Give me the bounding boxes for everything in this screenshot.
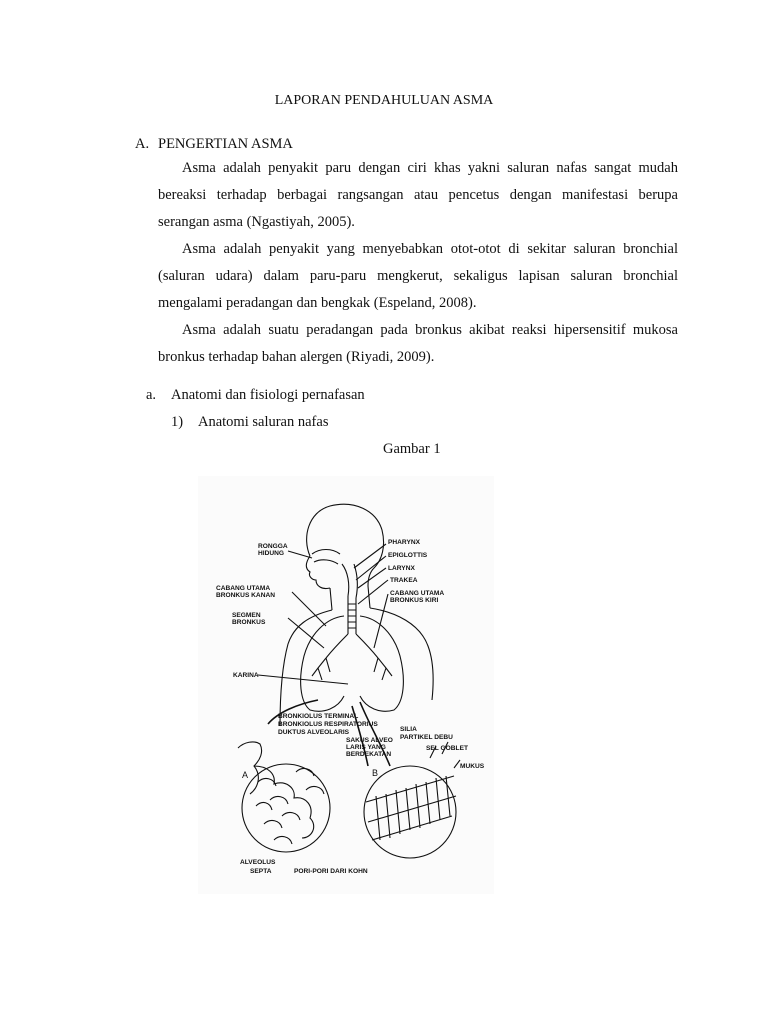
label-cabang-kanan-2: BRONKUS KANAN <box>216 592 275 599</box>
label-partikel-debu: PARTIKEL DEBU <box>400 734 453 741</box>
label-cabang-kiri-1: CABANG UTAMA <box>390 590 445 597</box>
label-karina: KARINA <box>233 672 259 679</box>
label-bronkiolus-terminal: BRONKIOLUS TERMINAL <box>278 713 359 720</box>
label-mukus: MUKUS <box>460 763 485 770</box>
label-septa: SEPTA <box>250 868 272 875</box>
label-segmen-2: BRONKUS <box>232 619 266 626</box>
paragraph-definition-3: Asma adalah suatu peradangan pada bronkus akibat reaksi hipersensitif mukosa bronkus terhadap bahan alergen (Riyadi, 2009). <box>158 322 678 365</box>
label-silia: SILIA <box>400 726 417 733</box>
section-heading: PENGERTIAN ASMA <box>158 136 293 152</box>
section-letter: A. <box>135 136 150 152</box>
label-rongga: RONGGA <box>258 543 288 550</box>
label-alveolus: ALVEOLUS <box>240 859 276 866</box>
label-sel-goblet: SEL GOBLET <box>426 745 469 752</box>
respiratory-anatomy-drawing <box>198 476 494 894</box>
label-hidung: HIDUNG <box>258 550 285 557</box>
label-cabang-kanan-1: CABANG UTAMA <box>216 585 271 592</box>
paragraph-definition-1: Asma adalah penyakit paru dengan ciri khas yakni saluran nafas sangat mudah bereaksi terhadap berbagai rangsangan atau pencetus dengan manifestasi berupa serangan asma (Ngastiyah, 2005). <box>158 160 678 230</box>
label-duktus-alveolaris: DUKTUS ALVEOLARIS <box>278 729 350 736</box>
item-number: 1) <box>171 414 184 430</box>
paragraph-definition-2: Asma adalah penyakit yang menyebabkan otot-otot di sekitar saluran bronchial (saluran udara) dalam paru-paru mengkerut, sekaligus lapisan saluran bronchial mengalami peradangan dan bengkak (Espeland, 2008). <box>158 241 678 311</box>
label-sakus-3: BERDEKATAN <box>346 751 392 758</box>
label-trakea: TRAKEA <box>390 577 418 584</box>
label-segmen-1: SEGMEN <box>232 612 261 619</box>
label-panel-b: B <box>372 768 379 778</box>
subsection-letter: a. <box>146 387 157 403</box>
subsection-heading: Anatomi dan fisiologi pernafasan <box>171 387 365 403</box>
label-sakus-2: LARIS YANG <box>346 744 386 751</box>
label-larynx: LARYNX <box>388 565 415 572</box>
figure-caption: Gambar 1 <box>383 441 441 457</box>
label-cabang-kiri-2: BRONKUS KIRI <box>390 597 439 604</box>
document-title: LAPORAN PENDAHULUAN ASMA <box>274 93 494 108</box>
label-sakus-1: SAKUS ALVEO <box>346 737 393 744</box>
label-panel-a: A <box>242 770 249 780</box>
label-pharynx: PHARYNX <box>388 539 420 546</box>
label-epiglottis: EPIGLOTTIS <box>388 552 428 559</box>
respiratory-anatomy-figure <box>198 476 494 894</box>
label-pori-pori: PORI-PORI DARI KOHN <box>294 868 368 875</box>
item-heading: Anatomi saluran nafas <box>198 414 329 430</box>
label-bronkiolus-respiratorius: BRONKIOLUS RESPIRATORIUS <box>278 721 378 728</box>
